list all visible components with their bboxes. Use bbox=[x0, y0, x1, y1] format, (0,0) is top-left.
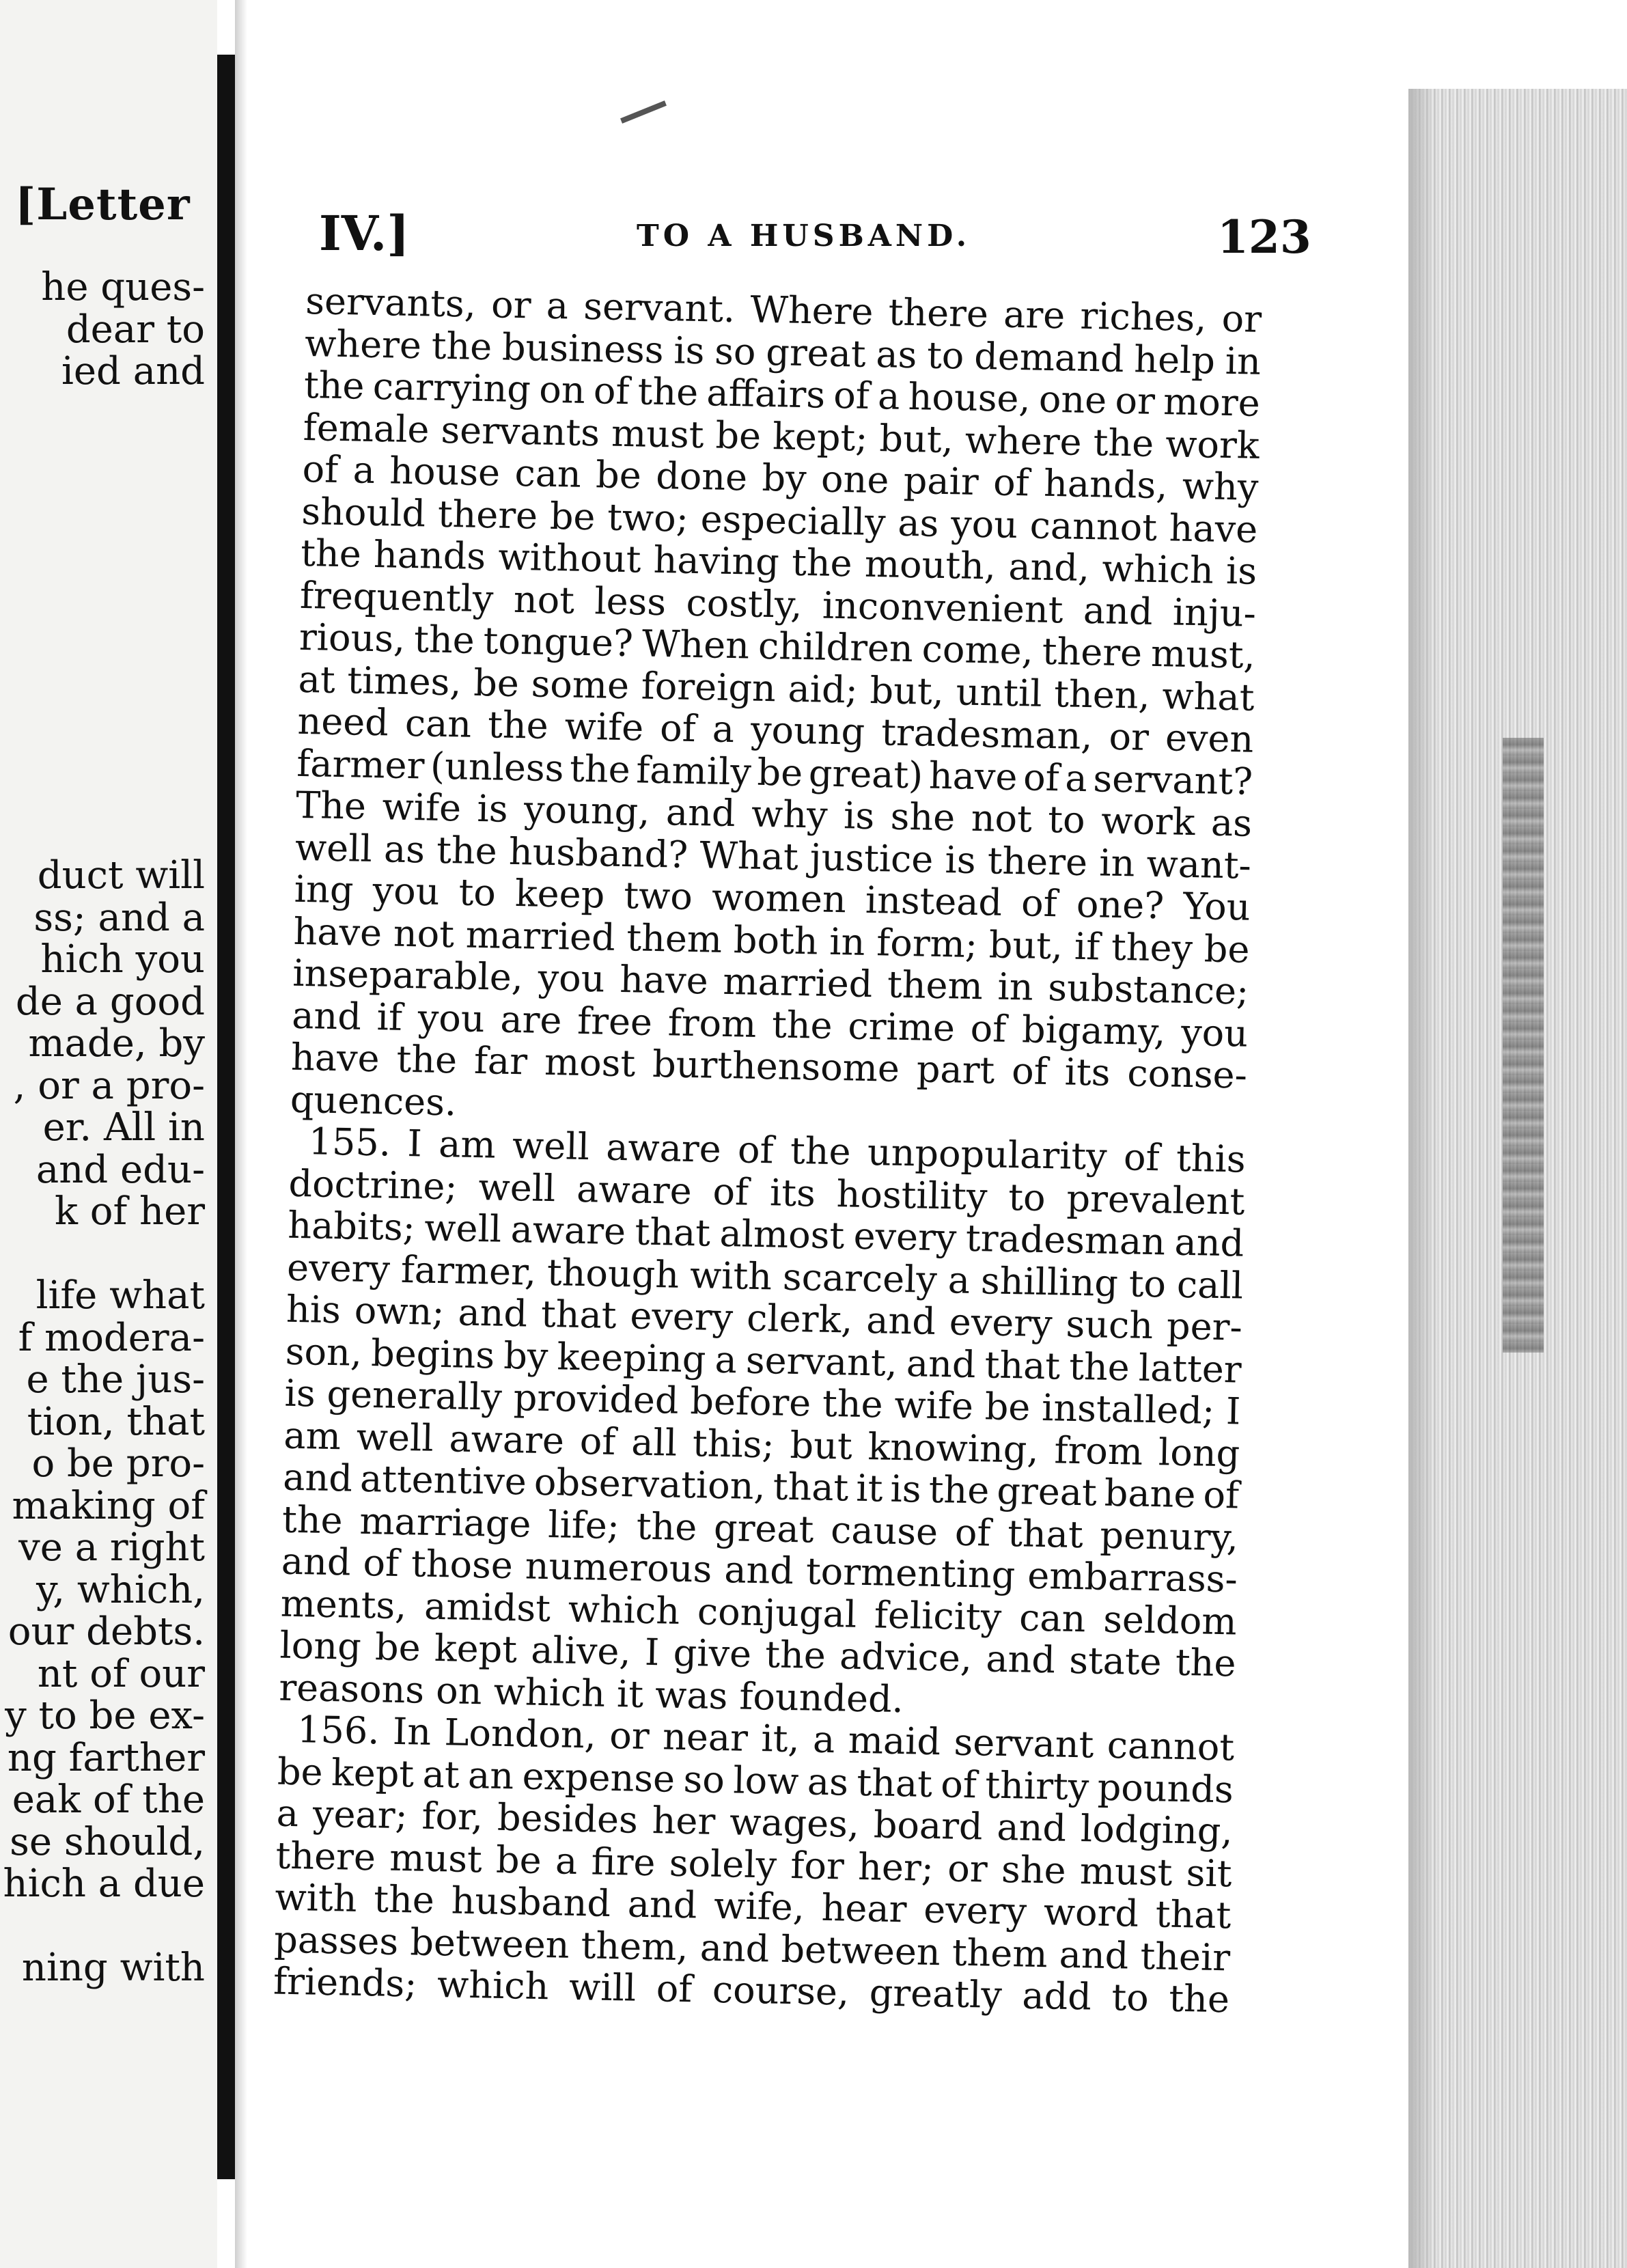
body-line: where the business is so great as to demand help in bbox=[304, 321, 1262, 383]
left-page-line: he ques- bbox=[41, 265, 205, 309]
left-page-line: ied and bbox=[61, 349, 205, 393]
left-page-line: e the jus- bbox=[26, 1357, 205, 1402]
left-page-line: o be pro- bbox=[31, 1441, 205, 1486]
body-line: am well aware of all this; but knowing, from long bbox=[283, 1413, 1240, 1476]
body-line: farmer (unless the family be great) have of a servant? bbox=[296, 741, 1253, 803]
body-line: there must be a fire solely for her; or she must sit bbox=[275, 1834, 1233, 1895]
body-line: and attentive observation, that it is the great bane of bbox=[282, 1455, 1240, 1517]
left-page-line: eak of the bbox=[12, 1778, 205, 1822]
left-page-line: f modera- bbox=[18, 1315, 205, 1360]
left-page-line: hich a due bbox=[3, 1862, 205, 1906]
left-page-line: life what bbox=[36, 1273, 205, 1318]
gutter-shadow bbox=[235, 0, 247, 2268]
body-line: habits; well aware that almost every tradesman and bbox=[287, 1203, 1244, 1265]
running-head bbox=[247, 205, 1408, 266]
left-page-line: dear to bbox=[66, 307, 205, 352]
left-page-line: ss; and a bbox=[33, 895, 205, 940]
body-line: the hands without having the mouth, and, which is bbox=[300, 531, 1257, 593]
body-line: ing you to keep two women instead of one? You bbox=[294, 867, 1251, 929]
book-gutter bbox=[217, 55, 235, 2179]
body-line: passes between them, and between them and their bbox=[273, 1918, 1231, 1979]
left-page-line: se should, bbox=[10, 1819, 205, 1864]
body-text bbox=[273, 280, 1262, 2021]
body-line: with the husband and wife, hear every word that bbox=[274, 1875, 1232, 1937]
chapter-marker: IV.] bbox=[319, 205, 410, 262]
body-line: should there be two; especially as you cannot have bbox=[301, 489, 1258, 551]
left-page-line: duct will bbox=[37, 853, 205, 898]
body-line: 155. I am well aware of the unpopularity of this bbox=[308, 1120, 1247, 1181]
body-line: well as the husband? What justice is there in want- bbox=[294, 825, 1252, 887]
left-page-line: er. All in bbox=[42, 1105, 205, 1150]
left-page-line: y, which, bbox=[36, 1567, 205, 1612]
left-page-line: made, by bbox=[28, 1021, 205, 1066]
body-line: the carrying on of the affairs of a house, one or more bbox=[303, 363, 1261, 425]
body-line: of a house can be done by one pair of hands, why bbox=[302, 447, 1259, 509]
left-page-line: making of bbox=[12, 1483, 205, 1528]
left-page-line: hich you bbox=[40, 937, 205, 982]
body-line: have the far most burthensome part of its conse- bbox=[290, 1035, 1248, 1097]
running-title: TO A HUSBAND. bbox=[637, 219, 971, 253]
body-line: doctrine; well aware of its hostility to prevalent bbox=[288, 1161, 1245, 1223]
body-line: son, begins by keeping a servant, and that the latter bbox=[285, 1329, 1242, 1392]
body-line: his own; and that every clerk, and every such per- bbox=[286, 1287, 1243, 1349]
fore-edge-stamp bbox=[1503, 738, 1544, 1353]
body-line: 156. In London, or near it, a maid servant cannot bbox=[296, 1708, 1235, 1769]
body-line: The wife is young, and why is she not to work as bbox=[295, 783, 1253, 845]
left-page-line: tion, that bbox=[27, 1399, 205, 1444]
body-line: and of those numerous and tormenting embarrass- bbox=[281, 1539, 1238, 1601]
left-page-line: our debts. bbox=[8, 1609, 205, 1654]
left-page-line: , or a pro- bbox=[13, 1063, 205, 1108]
body-line: female servants must be kept; but, where the work bbox=[303, 405, 1260, 467]
body-line: and if you are free from the crime of bigamy, you bbox=[291, 993, 1249, 1055]
left-page-line: ng farther bbox=[7, 1735, 205, 1780]
left-page-line: and edu- bbox=[36, 1147, 205, 1192]
body-line: friends; which will of course, greatly add to the bbox=[273, 1959, 1230, 2021]
left-page-line: de a good bbox=[15, 979, 205, 1024]
body-line: need can the wife of a young tradesman, or even bbox=[297, 699, 1254, 761]
body-line: have not married them both in form; but, if they be bbox=[293, 909, 1251, 971]
body-line: ments, amidst which conjugal felicity can seldom bbox=[280, 1581, 1238, 1644]
body-line: long be kept alive, I give the advice, and state the bbox=[279, 1623, 1236, 1685]
fore-edge-top bbox=[1408, 0, 1627, 89]
body-line: at times, be some foreign aid; but, until then, what bbox=[298, 657, 1255, 719]
left-page-header: [Letter bbox=[15, 179, 191, 230]
left-facing-page bbox=[0, 0, 217, 2268]
body-line: rious, the tongue? When children come, there must, bbox=[298, 615, 1256, 677]
body-line: is generally provided before the wife be installed; I bbox=[284, 1371, 1241, 1433]
body-line: servants, or a servant. Where there are riches, or bbox=[305, 279, 1262, 341]
left-page-line: ning with bbox=[21, 1946, 205, 1990]
body-line: frequently not less costly, inconvenient and inju- bbox=[299, 573, 1257, 635]
left-page-line: y to be ex- bbox=[5, 1693, 205, 1738]
pencil-mark bbox=[620, 100, 667, 124]
left-page-line: nt of our bbox=[37, 1651, 205, 1696]
body-line: every farmer, though with scarcely a shilling to call bbox=[286, 1245, 1244, 1308]
left-page-line: ve a right bbox=[18, 1525, 205, 1570]
fore-edge-shadow bbox=[1408, 89, 1436, 2268]
body-line: reasons on which it was founded. bbox=[278, 1665, 904, 1721]
body-line: the marriage life; the great cause of that penury, bbox=[281, 1497, 1239, 1560]
body-line: a year; for, besides her wages, board and lodging, bbox=[276, 1791, 1234, 1853]
right-page bbox=[247, 0, 1408, 2268]
body-line: quences. bbox=[290, 1077, 457, 1124]
left-page-line: k of her bbox=[55, 1189, 205, 1234]
page-number: 123 bbox=[1217, 210, 1311, 264]
body-line: inseparable, you have married them in substance; bbox=[292, 951, 1249, 1013]
body-line: be kept at an expense so low as that of thirty pounds bbox=[277, 1750, 1234, 1811]
